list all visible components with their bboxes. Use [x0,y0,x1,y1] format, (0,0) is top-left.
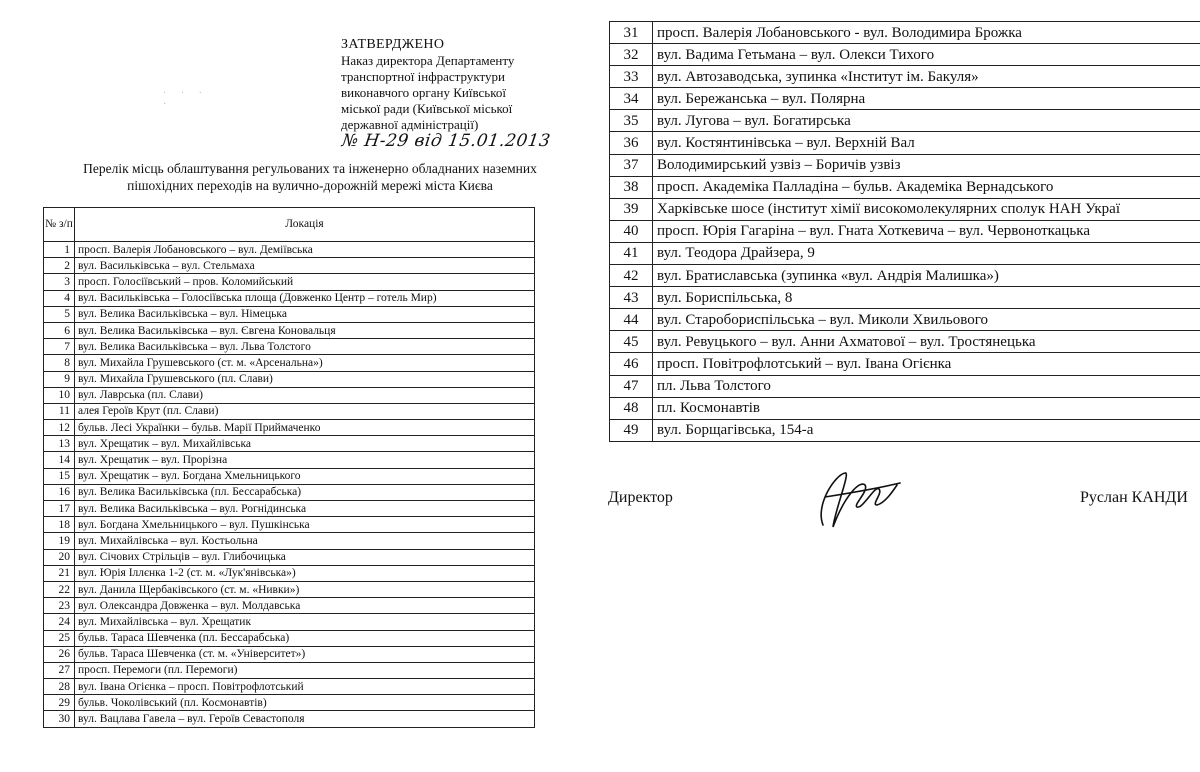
table-row [610,220,1200,242]
table-row [44,322,535,338]
row-location: вул. Юрія Іллєнка 1-2 (ст. м. «Лук'янівська») [75,565,535,581]
approval-title: ЗАТВЕРДЖЕНО [341,37,445,52]
row-location: вул. Вадима Гетьмана – вул. Олекси Тихого [653,44,1200,66]
row-number: 7 [44,339,75,355]
table-row [44,501,535,517]
row-location: вул. Костянтинівська – вул. Верхній Вал [653,132,1200,154]
row-location: вул. Васильківська – Голосіївська площа (Довженко Центр – готель Мир) [75,290,535,306]
row-location: пл. Льва Толстого [653,375,1200,397]
table-row [610,176,1200,198]
approval-stamp [341,37,541,133]
table-row [44,403,535,419]
table-row [610,397,1200,419]
row-location: вул. Данила Щербаківського (ст. м. «Нивки») [75,581,535,597]
row-number: 49 [610,419,653,441]
table-row [44,484,535,500]
table-row [44,290,535,306]
table-row [44,679,535,695]
table-row [44,630,535,646]
row-number: 14 [44,452,75,468]
page-right [600,0,1200,772]
row-number: 42 [610,265,653,287]
table-row [44,711,535,727]
row-location: просп. Валерія Лобановського – вул. Деміївська [75,242,535,258]
table-row [44,355,535,371]
document-title: Перелік місць облаштування регульованих та інженерно обладнаних наземних пішохідних переходів на вулично-дорожній мережі міста Києва [83,161,537,193]
row-number: 26 [44,646,75,662]
row-location: вул. Бережанська – вул. Полярна [653,88,1200,110]
row-number: 23 [44,598,75,614]
row-number: 29 [44,695,75,711]
table-row [44,662,535,678]
row-number: 40 [610,220,653,242]
row-number: 38 [610,176,653,198]
row-number: 1 [44,242,75,258]
table-row [44,614,535,630]
table-row [44,517,535,533]
row-location: бульв. Тараса Шевченка (пл. Бессарабська) [75,630,535,646]
row-location: вул. Хрещатик – вул. Прорізна [75,452,535,468]
table-row [44,387,535,403]
locations-table-left [43,207,535,728]
table-row [610,22,1200,44]
table-row [44,598,535,614]
row-location: вул. Олександра Довженка – вул. Молдавська [75,598,535,614]
table-row [44,274,535,290]
table-row [610,265,1200,287]
handwritten-signature [805,455,905,540]
approval-line: державної адміністрації) [341,117,479,132]
table-row [610,198,1200,220]
row-number: 17 [44,501,75,517]
row-location: вул. Лаврська (пл. Слави) [75,387,535,403]
table-row [610,110,1200,132]
row-location: алея Героїв Крут (пл. Слави) [75,403,535,419]
table-row [610,309,1200,331]
table-row [610,44,1200,66]
row-number: 31 [610,22,653,44]
row-number: 24 [44,614,75,630]
row-location: просп. Академіка Палладіна – бульв. Академіка Вернадського [653,176,1200,198]
row-number: 25 [44,630,75,646]
row-number: 13 [44,436,75,452]
table-row [44,549,535,565]
table-body-left [44,242,535,728]
scan-smudge: · · · · [163,88,208,110]
row-number: 34 [610,88,653,110]
row-location: вул. Хрещатик – вул. Богдана Хмельницького [75,468,535,484]
row-number: 41 [610,242,653,264]
column-header-number: № з/п [44,208,75,242]
row-location: бульв. Тараса Шевченка (ст. м. «Університет») [75,646,535,662]
row-number: 10 [44,387,75,403]
table-row [44,339,535,355]
row-location: Володимирський узвіз – Боричів узвіз [653,154,1200,176]
row-number: 16 [44,484,75,500]
table-row [610,132,1200,154]
row-number: 3 [44,274,75,290]
row-location: вул. Велика Васильківська – вул. Льва Толстого [75,339,535,355]
row-number: 12 [44,420,75,436]
row-location: вул. Васильківська – вул. Стельмаха [75,258,535,274]
row-number: 45 [610,331,653,353]
row-number: 43 [610,287,653,309]
table-row [610,353,1200,375]
approval-line: міської ради (Київської міської [341,101,513,116]
row-number: 27 [44,662,75,678]
row-number: 21 [44,565,75,581]
row-number: 20 [44,549,75,565]
row-number: 47 [610,375,653,397]
table-row [44,646,535,662]
row-location: вул. Братиславська (зупинка «вул. Андрія Малишка») [653,265,1200,287]
row-number: 39 [610,198,653,220]
row-number: 15 [44,468,75,484]
table-row [44,565,535,581]
row-location: вул. Автозаводська, зупинка «Інститут ім. Бакуля» [653,66,1200,88]
row-number: 30 [44,711,75,727]
row-number: 5 [44,306,75,322]
table-row [610,154,1200,176]
table-row [44,468,535,484]
table-row [44,533,535,549]
row-number: 4 [44,290,75,306]
row-location: вул. Велика Васильківська (пл. Бессарабська) [75,484,535,500]
table-row [44,371,535,387]
row-location: вул. Лугова – вул. Богатирська [653,110,1200,132]
row-number: 28 [44,679,75,695]
row-location: вул. Борщагівська, 154-а [653,419,1200,441]
approval-line: Наказ директора Департаменту [341,53,515,68]
row-number: 22 [44,581,75,597]
table-header-row [44,208,535,242]
row-location: просп. Юрія Гагаріна – вул. Гната Хоткевича – вул. Червоноткацька [653,220,1200,242]
row-location: бульв. Лесі Українки – бульв. Марії Приймаченко [75,420,535,436]
row-location: вул. Велика Васильківська – вул. Рогнідинська [75,501,535,517]
row-number: 33 [610,66,653,88]
signatory-name: Руслан КАНДИ [1080,489,1188,506]
row-location: вул. Михайла Грушевського (пл. Слави) [75,371,535,387]
table-row [610,419,1200,441]
row-location: вул. Івана Огієнка – просп. Повітрофлотський [75,679,535,695]
row-location: просп. Перемоги (пл. Перемоги) [75,662,535,678]
table-row [610,242,1200,264]
row-number: 9 [44,371,75,387]
row-location: вул. Січових Стрільців – вул. Глибочицька [75,549,535,565]
column-header-location: Локація [75,208,535,242]
row-number: 37 [610,154,653,176]
row-number: 8 [44,355,75,371]
table-row [610,331,1200,353]
table-row [610,287,1200,309]
row-location: просп. Повітрофлотський – вул. Івана Огієнка [653,353,1200,375]
approval-line: виконавчого органу Київської [341,85,506,100]
row-number: 6 [44,322,75,338]
table-row [44,242,535,258]
row-location: вул. Михайлівська – вул. Хрещатик [75,614,535,630]
row-number: 2 [44,258,75,274]
table-row [44,420,535,436]
row-location: просп. Валерія Лобановського - вул. Володимира Брожка [653,22,1200,44]
order-number-handwritten: № Н-29 від 15.01.2013 [340,131,552,151]
table-row [610,88,1200,110]
row-number: 19 [44,533,75,549]
row-location: вул. Бориспільська, 8 [653,287,1200,309]
locations-table-right [609,21,1200,442]
table-row [44,695,535,711]
approval-line: транспортної інфраструктури [341,69,505,84]
row-location: вул. Богдана Хмельницького – вул. Пушкінська [75,517,535,533]
row-number: 32 [610,44,653,66]
table-row [610,66,1200,88]
row-location: вул. Хрещатик – вул. Михайлівська [75,436,535,452]
row-location: вул. Старобориспільська – вул. Миколи Хвильового [653,309,1200,331]
table-row [44,581,535,597]
table-body-right [610,22,1200,442]
row-location: Харківське шосе (інститут хімії високомолекулярних сполук НАН Украї [653,198,1200,220]
row-number: 36 [610,132,653,154]
row-number: 46 [610,353,653,375]
row-location: вул. Велика Васильківська – вул. Німецька [75,306,535,322]
table-row [44,436,535,452]
row-location: просп. Голосіївський – пров. Коломийський [75,274,535,290]
table-row [610,375,1200,397]
row-number: 18 [44,517,75,533]
row-location: вул. Вацлава Гавела – вул. Героїв Севастополя [75,711,535,727]
approval-body [341,53,541,133]
row-location: вул. Теодора Драйзера, 9 [653,242,1200,264]
row-location: вул. Михайлівська – вул. Костьольна [75,533,535,549]
row-location: вул. Велика Васильківська – вул. Євгена Коновальця [75,322,535,338]
table-row [44,258,535,274]
row-location: вул. Михайла Грушевського (ст. м. «Арсенальна») [75,355,535,371]
table-row [44,306,535,322]
row-number: 11 [44,403,75,419]
row-location: пл. Космонавтів [653,397,1200,419]
row-number: 48 [610,397,653,419]
table-row [44,452,535,468]
row-number: 44 [610,309,653,331]
signatory-title: Директор [608,489,673,506]
row-location: бульв. Чоколівський (пл. Космонавтів) [75,695,535,711]
row-location: вул. Ревуцького – вул. Анни Ахматової – вул. Тростянецька [653,331,1200,353]
row-number: 35 [610,110,653,132]
